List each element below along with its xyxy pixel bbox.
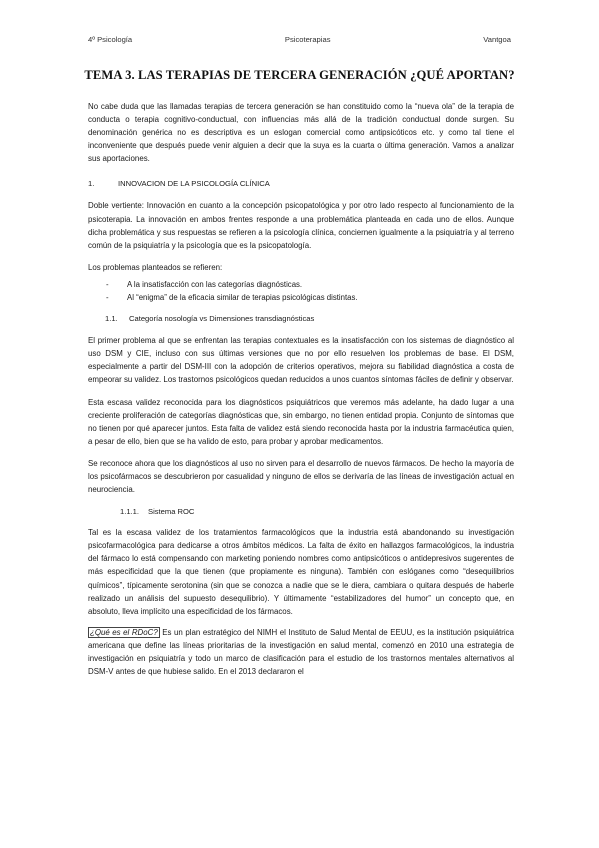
list-item-text: Al “enigma” de la eficacia similar de terapias psicológicas distintas. bbox=[127, 293, 358, 303]
list-item bbox=[88, 291, 514, 304]
document-title: TEMA 3. LAS TERAPIAS DE TERCERA GENERACIÓN ¿QUÉ APORTAN? bbox=[84, 68, 515, 82]
list-item-text: A la insatisfacción con las categorías diagnósticas. bbox=[127, 279, 303, 289]
bullet-dash: - bbox=[106, 293, 109, 303]
problems-list bbox=[88, 278, 514, 304]
rdoc-paragraph bbox=[88, 626, 514, 678]
escasa-validez-paragraph: Esta escasa validez reconocida para los diagnósticos psiquiátricos que veremos más adelante, ha dado lugar a una creciente proliferación de categorías diagnósticas que, sin embargo, no tienen entidad propia. Conjunto de síntomas que no tienen por qué aparecer juntos. Esta falta de validez está siendo reconocida hasta por la industria farmacéutica quien, a pesar de ello, bien que se ha valido de esto, para probar y aprobar medicamentos. bbox=[88, 397, 514, 446]
reconoce-paragraph: Se reconoce ahora que los diagnósticos al uso no sirven para el desarrollo de nuevos fármacos. De hecho la mayoría de los psicofármacos se descubrieron por casualidad y ninguno de ellos se derivaría de las líneas de investigación actual en neurociencia. bbox=[88, 458, 514, 495]
primer-problema-paragraph: El primer problema al que se enfrentan las terapias contextuales es la insatisfacción con los sistemas de diagnóstico al uso DSM y CIE, incluso con sus últimas versiones que no por ello resuelven los problemas de base. El DSM, especialmente a partir del DSM-III con la adopción de criterios operativos, mejora su fiabilidad diagnóstica a costa de empeorar su validez. Los trastornos psicológicos quedan reducidos a unos cuantos síntomas fáciles de definir y observar. bbox=[88, 336, 514, 385]
section-1-1-number: 1.1. bbox=[105, 314, 118, 324]
header-course: 4º Psicología bbox=[88, 35, 133, 44]
intro-paragraph: No cabe duda que las llamadas terapias de tercera generación se han constituido como la “nueva ola” de la terapia de conducta o terapia cognitivo-conductual, con influencias más allá de la tradición conductual donde surgen. Su denominación genérica no es descriptiva es un eslogan comercial como antipsicóticos etc. y como tal tiene el inconveniente que después puede venir alguien a decir que la suya es la cuarta o última generación. Vamos a analizar sus aportaciones. bbox=[88, 102, 514, 164]
section-1-heading bbox=[88, 177, 514, 190]
list-item bbox=[88, 278, 514, 291]
section-1-number: 1. bbox=[88, 179, 95, 189]
rdoc-question-label: ¿Qué es el RDoC? bbox=[90, 627, 158, 637]
section-1-1-1-title: Sistema ROC bbox=[148, 507, 195, 517]
section-1-1-1-number: 1.1.1. bbox=[120, 507, 139, 517]
header-author: Vantgoa bbox=[483, 35, 511, 44]
bullet-dash: - bbox=[106, 279, 109, 289]
section-1-1-1-heading bbox=[88, 505, 514, 518]
section-1-1-heading bbox=[88, 312, 514, 325]
document-body bbox=[88, 100, 514, 678]
doble-vertiente-paragraph: Doble vertiente: Innovación en cuanto a la concepción psicopatológica y por otro lado respecto al funcionamiento de la psicoterapia. La innovación en ambos frentes responde a una problemática planteada en cada uno de ellos. Aunque dicha problemática y sus respuestas se refieren a la psicología clínica, conciernen igualmente a la psiquiatría y al terreno común de la psiquiatría y la psicología que es la psicopatología. bbox=[88, 201, 514, 250]
section-1-1-title: Categoría nosología vs Dimensiones transdiagnósticas bbox=[129, 314, 315, 324]
rdoc-text: Es un plan estratégico del NIMH el Instituto de Salud Mental de EEUU, es la institución psiquiátrica americana que define las líneas prioritarias de la investigación en salud mental, comenzó en 2010 una estrategia de investigación en psiquiatría y todo un marco de clasificación para el estudio de los trastornos mentales alternativos al DSM-V antes de que hubiese salido. En el 2013 declararon el bbox=[88, 627, 514, 677]
header-subject: Psicoterapias bbox=[284, 35, 331, 44]
tal-es-paragraph: Tal es la escasa validez de los tratamientos farmacológicos que la industria está abandonando su investigación psicofarmacológica para dedicarse a otros ámbitos médicos. La falta de éxito en hallazgos farmacológicos, la industria del fármaco lo está compensando con marketing poniendo nombres como antipsicóticos o antidepresivos sugerentes de más especificidad que la que tienen (que propiamente es ninguna). También con eslóganes como “desequilibrios químicos”, típicamente serotonina (sin que se conozca a nadie que se le diera, cambiara o quitara después de haberle realizado un análisis del supuesto desequilibrio). Y últimamente “estabilizadores del humor” un concepto que, en absoluto, lleva implícito una especificidad de los fármacos. bbox=[88, 528, 514, 616]
page-header bbox=[88, 35, 511, 44]
section-1-title: INNOVACION DE LA PSICOLOGÍA CLÍNICA bbox=[118, 179, 270, 189]
problemas-paragraph: Los problemas planteados se refieren: bbox=[88, 262, 223, 272]
